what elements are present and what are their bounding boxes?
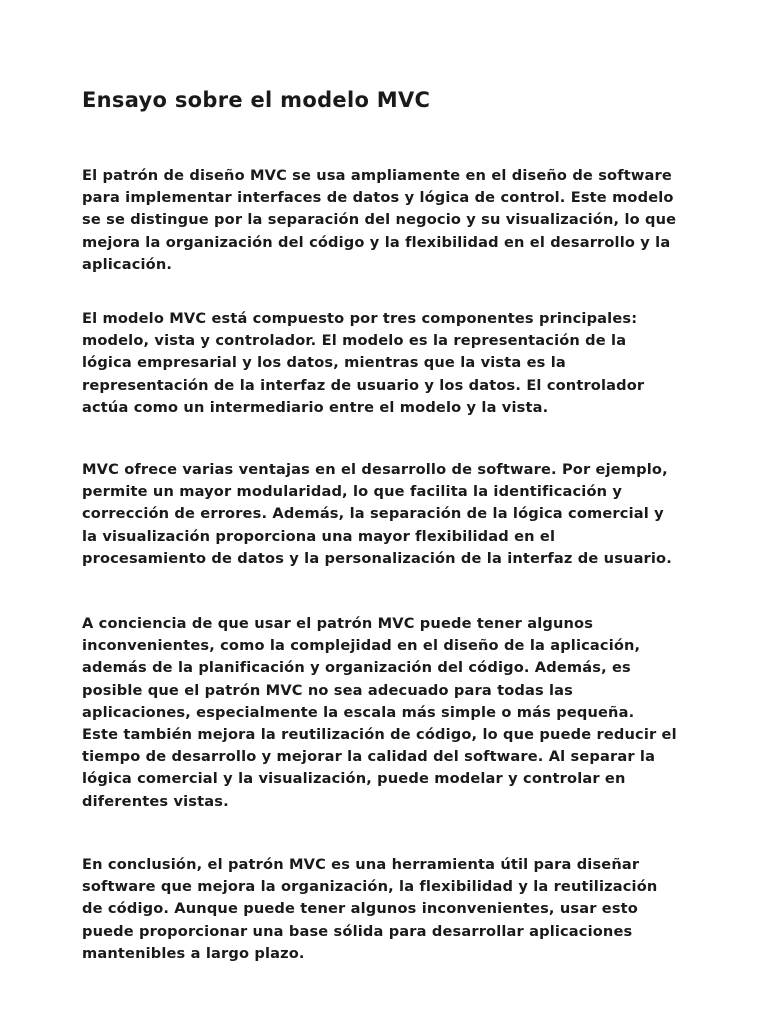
paragraph-line: aplicación. bbox=[82, 255, 173, 273]
paragraph-line: El modelo MVC está compuesto por tres componentes principales: bbox=[82, 310, 638, 327]
paragraph-componentes bbox=[82, 308, 692, 419]
paragraph-inconvenientes bbox=[82, 613, 692, 813]
paragraph-line: aplicaciones, especialmente la escala más simple o más pequeña. bbox=[82, 703, 635, 721]
paragraph-line: permite un mayor modularidad, lo que facilita la identificación y bbox=[82, 483, 623, 501]
paragraph-line: mantenibles a largo plazo. bbox=[82, 944, 305, 962]
paragraph-line: representación de la interfaz de usuario y los datos. El controlador bbox=[82, 376, 645, 394]
paragraph-line: de código. Aunque puede tener algunos inconvenientes, usar esto bbox=[82, 900, 638, 918]
paragraph-line: se se distingue por la separación del negocio y su visualización, lo que bbox=[82, 211, 677, 229]
paragraph-line: Este también mejora la reutilización de código, lo que puede reducir el bbox=[82, 726, 677, 744]
paragraph-line: En conclusión, el patrón MVC es una herramienta útil para diseñar bbox=[82, 856, 640, 873]
paragraph-line: lógica empresarial y los datos, mientras que la vista es la bbox=[82, 354, 566, 372]
paragraph-line: software que mejora la organización, la flexibilidad y la reutilización bbox=[82, 878, 658, 896]
paragraph-line: puede proporcionar una base sólida para desarrollar aplicaciones bbox=[82, 922, 633, 940]
paragraph-line: tiempo de desarrollo y mejorar la calidad del software. Al separar la bbox=[82, 748, 656, 766]
paragraph-line: El patrón de diseño MVC se usa ampliamente en el diseño de software bbox=[82, 167, 672, 184]
paragraph-line: procesamiento de datos y la personalización de la interfaz de usuario. bbox=[82, 549, 672, 567]
paragraph-line: la visualización proporciona una mayor flexibilidad en el bbox=[82, 527, 556, 545]
paragraph-line: modelo, vista y controlador. El modelo es la representación de la bbox=[82, 332, 627, 350]
paragraph-line: MVC ofrece varias ventajas en el desarrollo de software. Por ejemplo, bbox=[82, 461, 668, 478]
document-title: Ensayo sobre el modelo MVC bbox=[82, 88, 431, 112]
paragraph-line: además de la planificación y organización del código. Además, es bbox=[82, 659, 631, 677]
paragraph-line: lógica comercial y la visualización, puede modelar y controlar en bbox=[82, 770, 626, 788]
paragraph-line: inconvenientes, como la complejidad en el diseño de la aplicación, bbox=[82, 637, 641, 655]
paragraph-ventajas bbox=[82, 459, 692, 570]
paragraph-introduccion bbox=[82, 165, 692, 276]
paragraph-line: actúa como un intermediario entre el modelo y la vista. bbox=[82, 398, 549, 416]
paragraph-line: A conciencia de que usar el patrón MVC puede tener algunos bbox=[82, 615, 594, 632]
paragraph-line: para implementar interfaces de datos y lógica de control. Este modelo bbox=[82, 189, 674, 207]
paragraph-line: diferentes vistas. bbox=[82, 792, 229, 810]
paragraph-conclusion bbox=[82, 854, 692, 965]
paragraph-line: corrección de errores. Además, la separación de la lógica comercial y bbox=[82, 505, 664, 523]
paragraph-line: mejora la organización del código y la flexibilidad en el desarrollo y la bbox=[82, 233, 671, 251]
paragraph-line: posible que el patrón MVC no sea adecuado para todas las bbox=[82, 681, 574, 699]
